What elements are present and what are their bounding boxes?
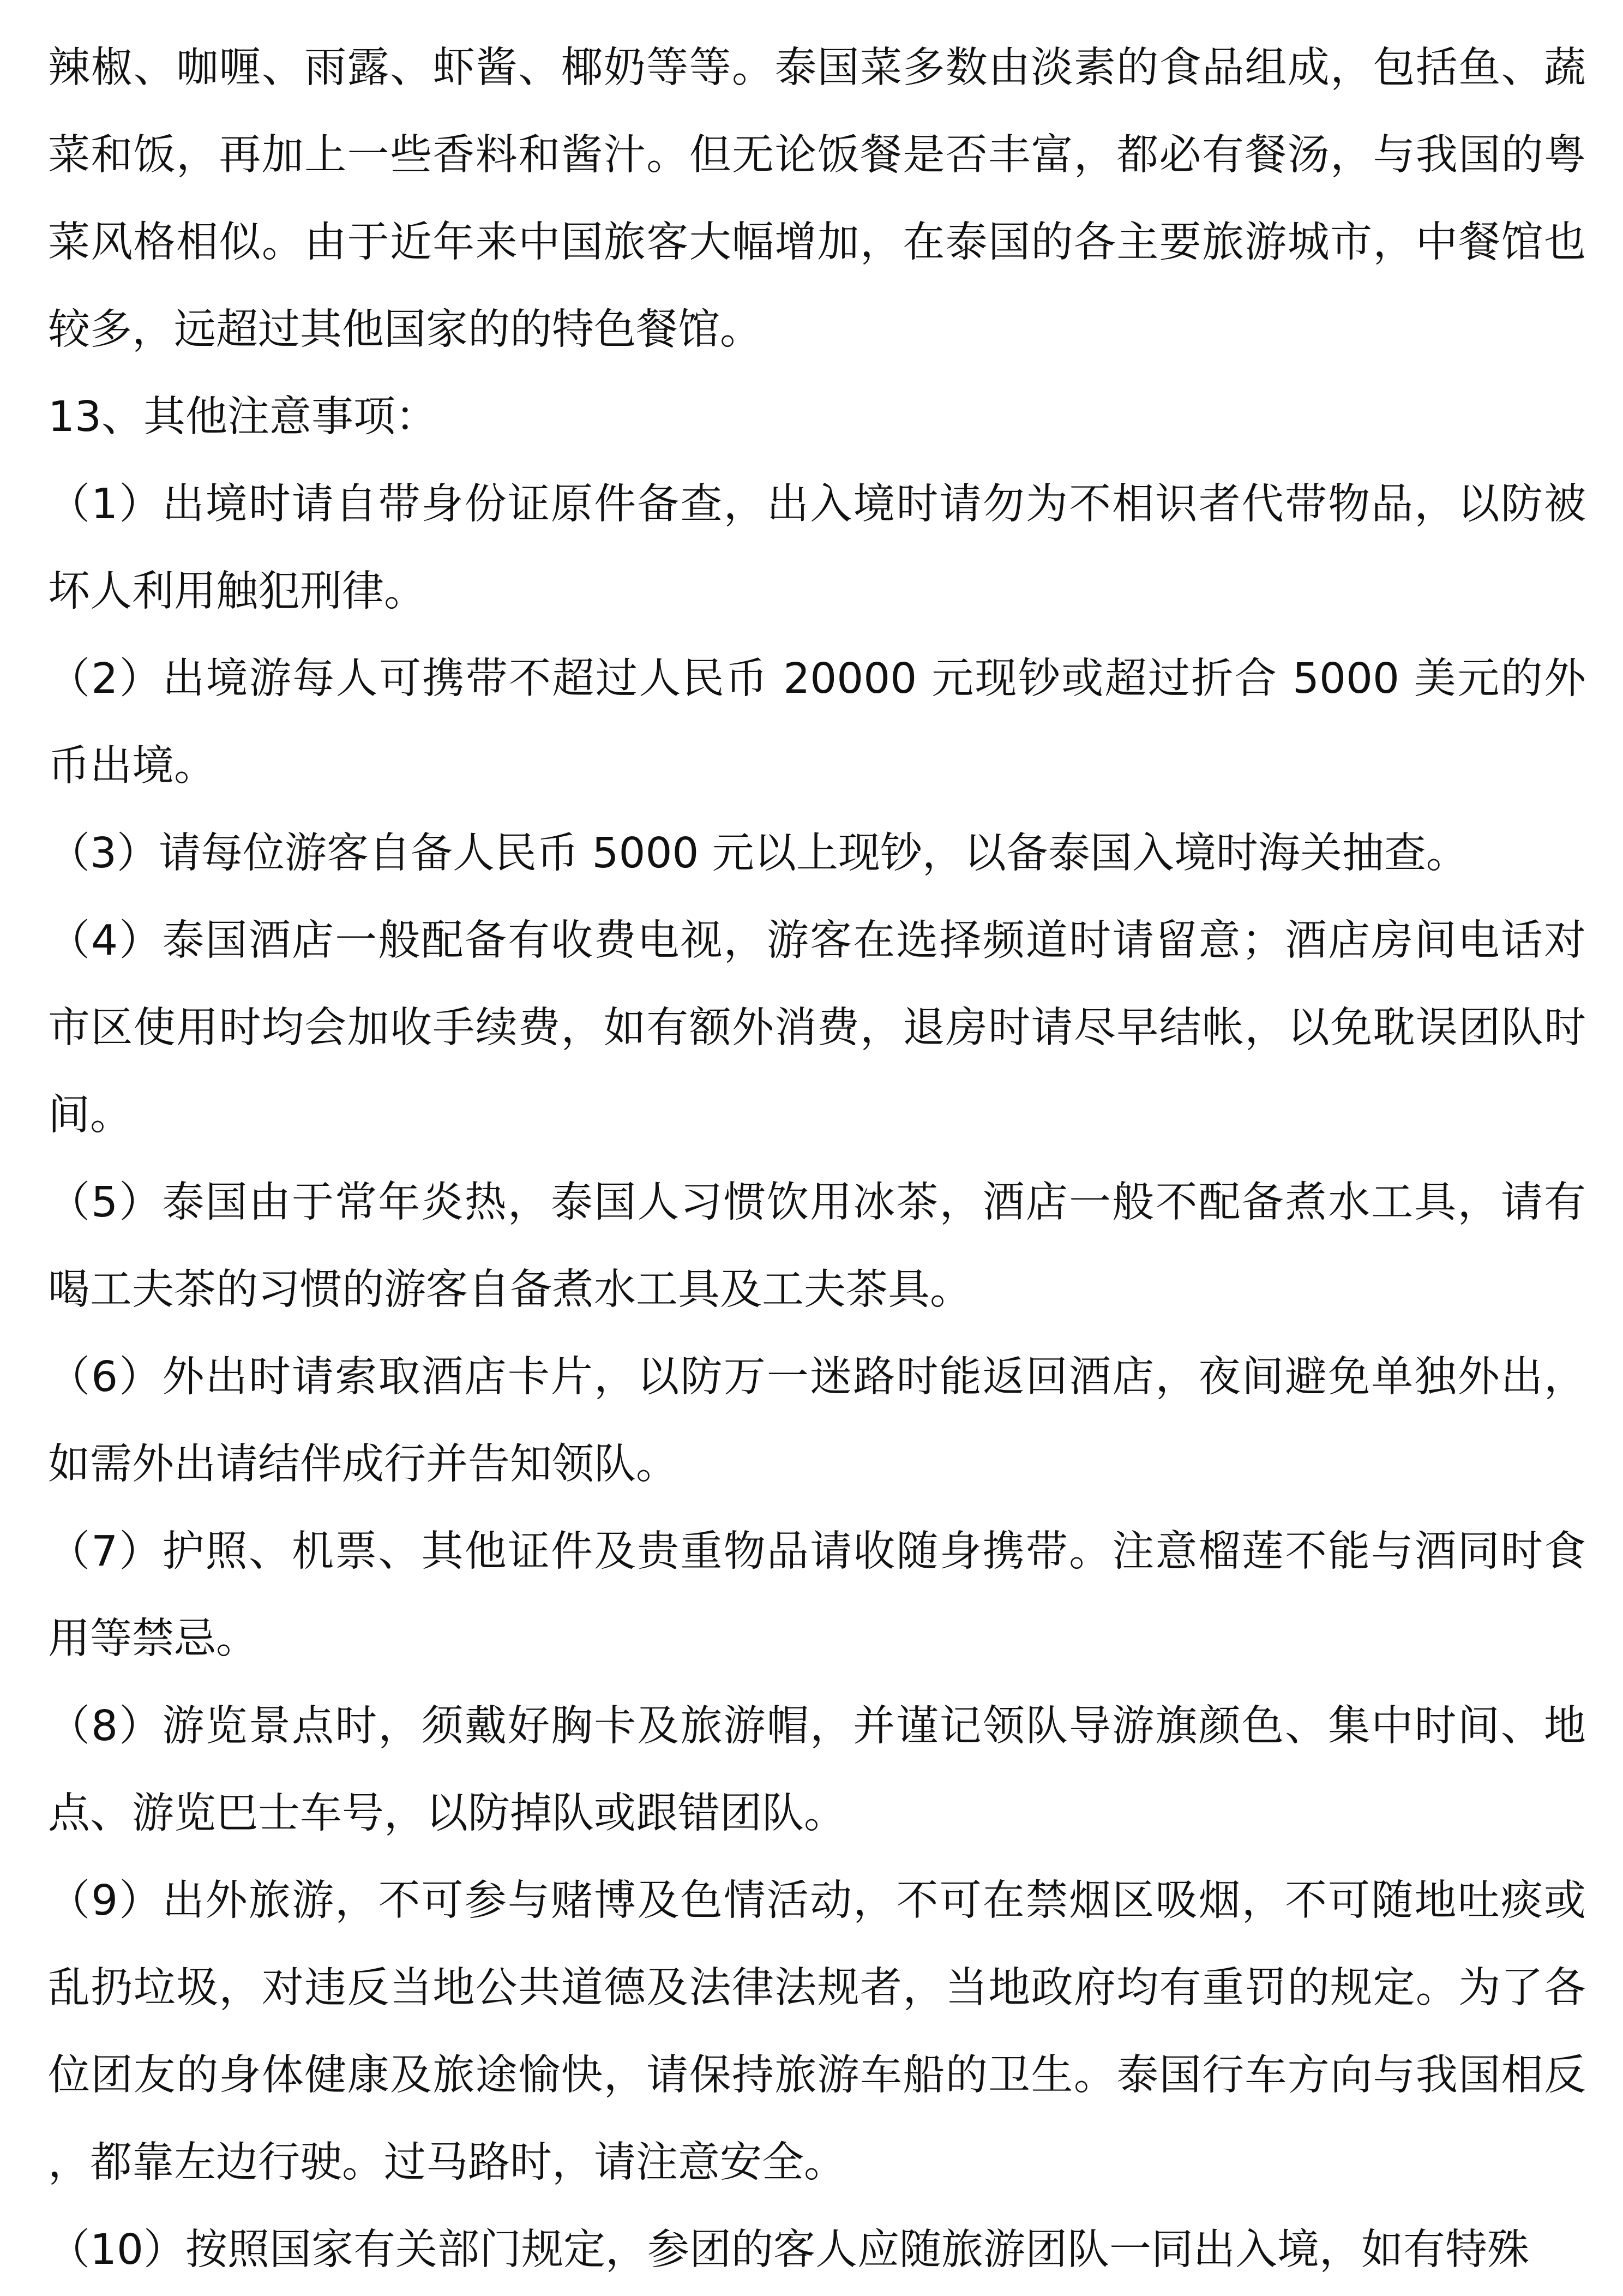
note-item-1: （1）出境时请自带身份证原件备查，出入境时请勿为不相识者代带物品，以防被坏人利用触犯刑律。 <box>48 480 1586 616</box>
note-item-6: （6）外出时请索取酒店卡片，以防万一迷路时能返回酒店，夜间避免单独外出，如需外出请结伴成行并告知领队。 <box>48 1353 1586 1489</box>
document-body <box>48 25 1586 2294</box>
note-item-3: （3）请每位游客自备人民币 5000 元以上现钞，以备泰国入境时海关抽查。 <box>48 829 1468 878</box>
section-heading-other-notes: 13、其他注意事项： <box>48 393 437 441</box>
note-item-8: （8）游览景点时，须戴好胸卡及旅游帽，并谨记领队导游旗颜色、集中时间、地点、游览巴士车号，以防掉队或跟错团队。 <box>48 1702 1586 1838</box>
note-item-9: （9）出外旅游，不可参与赌博及色情活动，不可在禁烟区吸烟，不可随地吐痰或乱扔垃圾，对违反当地公共道德及法律法规者，当地政府均有重罚的规定。为了各位团友的身体健康及旅途愉快，请保持旅游车船的卫生。泰国行车方向与我国相反，都靠左边行驶。过马路时，请注意安全。 <box>48 1877 1586 2187</box>
note-item-7: （7）护照、机票、其他证件及贵重物品请收随身携带。注意榴莲不能与酒同时食用等禁忌。 <box>48 1527 1586 1663</box>
note-item-4: （4）泰国酒店一般配备有收费电视，游客在选择频道时请留意；酒店房间电话对市区使用时均会加收手续费，如有额外消费，退房时请尽早结帐，以免耽误团队时间。 <box>48 916 1586 1140</box>
paragraph-thai-cuisine: 辣椒、咖喱、雨露、虾酱、椰奶等等。泰国菜多数由淡素的食品组成，包括鱼、蔬菜和饭，再加上一些香料和酱汁。但无论饭餐是否丰富，都必有餐汤，与我国的粤菜风格相似。由于近年来中国旅客大幅增加，在泰国的各主要旅游城市，中餐馆也较多，远超过其他国家的的特色餐馆。 <box>48 44 1586 354</box>
note-item-5: （5）泰国由于常年炎热，泰国人习惯饮用冰茶，酒店一般不配备煮水工具，请有喝工夫茶的习惯的游客自备煮水工具及工夫茶具。 <box>48 1178 1586 1314</box>
note-item-2: （2）出境游每人可携带不超过人民币 20000 元现钞或超过折合 5000 美元的外币出境。 <box>48 655 1586 790</box>
note-item-10: （10）按照国家有关部门规定，参团的客人应随旅游团队一同出入境，如有特殊 <box>48 2226 1529 2274</box>
